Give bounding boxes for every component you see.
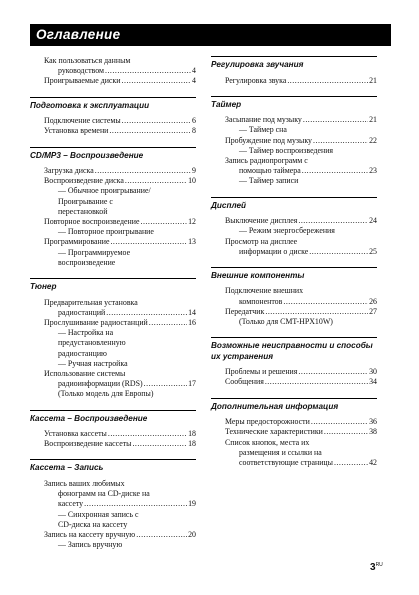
toc-entry-text: Выключение дисплея <box>225 216 298 226</box>
toc-leader-dots <box>149 318 187 328</box>
toc-subentry: — Таймер записи <box>239 176 299 186</box>
toc-page-ref: 8 <box>192 126 196 136</box>
toc-leader-dots <box>125 176 187 186</box>
toc-title: Оглавление <box>30 24 391 46</box>
toc-section-heading: Регулировка звучания <box>211 56 377 76</box>
toc-entry-line <box>225 297 377 307</box>
toc-leader-dots <box>140 217 187 227</box>
toc-subentry: — Повторное проигрывание <box>58 227 154 237</box>
toc-leader-dots <box>324 427 368 437</box>
toc-page-ref: 12 <box>188 217 196 227</box>
toc-section-heading: Возможные неисправности и способы их устранения <box>211 337 377 367</box>
toc-entry[interactable] <box>211 156 377 187</box>
toc-entry-text: руководством <box>58 66 104 76</box>
toc-entry[interactable] <box>30 76 196 86</box>
toc-entry[interactable] <box>30 429 196 439</box>
toc-leader-dots <box>313 136 368 146</box>
toc-entry[interactable] <box>30 369 196 400</box>
toc-leader-dots <box>136 530 187 540</box>
toc-section <box>30 97 196 137</box>
toc-leader-dots <box>334 458 368 468</box>
toc-entry-text: Прослушивание радиостанций <box>44 317 148 327</box>
toc-subentry: радиостанцию <box>58 348 107 358</box>
toc-entry-line <box>225 448 377 458</box>
toc-entry[interactable] <box>211 237 377 257</box>
toc-subentry: — Запись вручную <box>58 540 123 550</box>
toc-subentry: предустановленную <box>58 338 126 348</box>
toc-entry[interactable] <box>211 438 377 469</box>
toc-entry[interactable] <box>211 136 377 156</box>
toc-entry[interactable] <box>30 166 196 176</box>
toc-entry[interactable] <box>211 216 377 236</box>
toc-page-ref: 10 <box>188 176 196 186</box>
toc-entry-text: Предварительная установка <box>44 297 138 307</box>
toc-entry[interactable] <box>30 126 196 136</box>
toc-page-ref: 38 <box>369 427 377 437</box>
toc-section-heading: Дополнительная информация <box>211 398 377 418</box>
toc-leader-dots <box>95 166 191 176</box>
toc-entry-text: размещения и ссылки на <box>239 447 322 457</box>
toc-subentry: Проигрывание с <box>58 196 113 206</box>
toc-entry-text: радиоинформации (RDS) <box>58 379 143 389</box>
toc-entry-text: Засыпание под музыку <box>225 115 302 125</box>
toc-subentry: CD-диска на кассету <box>58 519 128 529</box>
toc-subentry: — Режим энергосбережения <box>239 226 335 236</box>
toc-subentry: — Синхронная запись с <box>58 509 139 519</box>
toc-entry[interactable] <box>211 115 377 135</box>
toc-entry-text: фонограмм на CD-диске на <box>58 489 150 499</box>
toc-entry-text: соответствующие страницы <box>239 457 333 467</box>
toc-leader-dots <box>298 367 368 377</box>
toc-page-ref: 26 <box>369 296 377 306</box>
toc-entry-text: Воспроизведение диска <box>44 176 124 186</box>
toc-leader-dots <box>309 247 368 257</box>
toc-page-ref: 21 <box>369 115 377 125</box>
toc-entry-line <box>44 530 196 540</box>
toc-entry-line <box>225 377 377 387</box>
toc-section <box>211 96 377 187</box>
toc-page-ref: 23 <box>369 166 377 176</box>
toc-entry-text: Повторное воспроизведение <box>44 217 140 227</box>
toc-page-ref: 24 <box>369 216 377 226</box>
toc-entry-line <box>44 489 196 499</box>
toc-subentry: — Обычное проигрывание/ <box>58 186 151 196</box>
toc-entry-text: Запись радиопрограмм с <box>225 156 308 166</box>
toc-page-ref: 22 <box>369 135 377 145</box>
toc-entry-text: Запись на кассету вручную <box>44 530 136 539</box>
toc-entry-text: Сообщения <box>225 377 264 387</box>
toc-entry[interactable] <box>30 56 196 76</box>
toc-subentry: — Настройка на <box>58 328 114 338</box>
toc-leader-dots <box>287 76 368 86</box>
toc-page-ref: 21 <box>369 75 377 85</box>
toc-page-ref: 13 <box>188 237 196 247</box>
toc-section <box>211 337 377 387</box>
page-number-value: 3 <box>370 562 376 573</box>
toc-page-ref: 36 <box>369 417 377 427</box>
toc-entry[interactable] <box>30 298 196 318</box>
toc-leader-dots <box>106 308 187 318</box>
toc-entry[interactable] <box>30 530 196 550</box>
toc-leader-dots <box>303 115 368 125</box>
toc-subentry: воспроизведение <box>58 257 116 267</box>
toc-entry-text: радиостанций <box>58 307 106 317</box>
toc-leader-dots <box>108 429 187 439</box>
toc-page-ref: 18 <box>188 429 196 439</box>
toc-entry-line <box>44 439 196 449</box>
toc-right-column <box>211 56 377 478</box>
toc-page-ref: 14 <box>188 307 196 317</box>
toc-section <box>30 459 196 550</box>
toc-entry-text: Регулировка звука <box>225 75 287 85</box>
toc-page-ref: 42 <box>369 457 377 467</box>
toc-page-ref: 6 <box>192 116 196 126</box>
toc-note: (Только для CMT-HPX10W) <box>239 317 333 327</box>
toc-leader-dots <box>311 417 368 427</box>
toc-section-heading: Таймер <box>211 96 377 116</box>
toc-section <box>30 410 196 450</box>
toc-entry-line <box>44 76 196 86</box>
toc-entry-line <box>44 66 196 76</box>
page-number <box>370 562 383 573</box>
toc-section-heading: Кассета – Запись <box>30 459 196 479</box>
toc-entry-text: Подключение внешних <box>225 286 304 296</box>
toc-entry-text: Программирование <box>44 237 110 247</box>
toc-entry-text: Список кнопок, места их <box>225 437 310 447</box>
toc-subentry: перестановкой <box>58 206 108 216</box>
toc-subentry: — Ручная настройка <box>58 358 128 368</box>
toc-entry-text: Проигрываемые диски <box>44 76 121 86</box>
toc-leader-dots <box>84 499 187 509</box>
toc-entry-text: Загрузка диска <box>44 166 94 176</box>
toc-entry-line <box>225 156 377 166</box>
toc-page-ref: 20 <box>188 530 196 539</box>
toc-entry[interactable] <box>30 176 196 217</box>
toc-entry[interactable] <box>211 76 377 86</box>
toc-entry[interactable] <box>30 479 196 530</box>
toc-leader-dots <box>132 439 187 449</box>
toc-entry-text: информации о диске <box>239 246 309 256</box>
toc-entry[interactable] <box>211 307 377 327</box>
toc-leader-dots <box>122 76 192 86</box>
toc-section-heading: Кассета – Воспроизведение <box>30 410 196 430</box>
toc-entry-line <box>225 427 377 437</box>
toc-section <box>30 147 196 269</box>
toc-entry-text: Как пользоваться данным <box>44 56 131 65</box>
toc-entry-line <box>225 166 377 176</box>
toc-section-heading: CD/MP3 – Воспроизведение <box>30 147 196 167</box>
toc-leader-dots <box>302 166 368 176</box>
toc-leader-dots <box>298 216 368 226</box>
toc-entry-line <box>225 458 377 468</box>
toc-entry-line <box>44 217 196 227</box>
toc-entry-text: Использование системы <box>44 368 126 378</box>
toc-entry-line <box>225 115 377 125</box>
toc-entry-line <box>225 367 377 377</box>
toc-leader-dots <box>122 116 191 126</box>
toc-page-ref: 16 <box>188 317 196 327</box>
toc-entry-text: Подключение системы <box>44 116 121 126</box>
toc-intro-section <box>30 56 196 87</box>
toc-section <box>211 398 377 469</box>
toc-entry-text: Технические характеристики <box>225 427 323 437</box>
toc-entry-text: Просмотр на дисплее <box>225 236 298 246</box>
toc-page-ref: 4 <box>192 76 196 86</box>
toc-leader-dots <box>265 377 368 387</box>
toc-entry-line <box>44 166 196 176</box>
toc-entry-text: Воспроизведение кассеты <box>44 439 132 449</box>
toc-entry[interactable] <box>211 377 377 387</box>
toc-entry-line <box>44 126 196 136</box>
toc-entry-line <box>44 479 196 489</box>
toc-entry-line <box>44 116 196 126</box>
toc-leader-dots <box>283 297 368 307</box>
toc-entry[interactable] <box>30 318 196 369</box>
toc-leader-dots <box>109 126 191 136</box>
toc-page-ref: 19 <box>188 499 196 509</box>
toc-section-heading: Внешние компоненты <box>211 267 377 287</box>
toc-entry-line <box>44 499 196 509</box>
toc-subentry: — Таймер сна <box>239 125 287 135</box>
toc-entry-line <box>225 237 377 247</box>
toc-section-heading: Дисплей <box>211 197 377 217</box>
toc-entry-text: Запись ваших любимых <box>44 478 125 488</box>
toc-entry[interactable] <box>30 237 196 268</box>
toc-section <box>211 267 377 327</box>
toc-entry-text: кассету <box>58 499 84 509</box>
toc-page-ref: 17 <box>188 379 196 389</box>
toc-entry-line <box>225 286 377 296</box>
toc-entry-text: Проблемы и решения <box>225 367 298 377</box>
toc-left-column <box>30 56 196 560</box>
toc-entry-line <box>44 237 196 247</box>
toc-section <box>211 197 377 257</box>
toc-entry-line <box>225 438 377 448</box>
toc-entry-line <box>44 369 196 379</box>
toc-entry-line <box>44 176 196 186</box>
toc-leader-dots <box>144 379 187 389</box>
toc-leader-dots <box>105 66 191 76</box>
toc-entry-line <box>225 307 377 317</box>
toc-entry[interactable] <box>211 427 377 437</box>
toc-entry[interactable] <box>30 217 196 237</box>
toc-note: (Только модель для Европы) <box>58 389 154 399</box>
toc-entry-line <box>44 379 196 389</box>
toc-entry[interactable] <box>30 439 196 449</box>
toc-section <box>211 56 377 86</box>
toc-entry-text: компонентов <box>239 296 283 306</box>
toc-entry-line <box>44 298 196 308</box>
toc-entry[interactable] <box>30 116 196 126</box>
toc-section-heading: Тюнер <box>30 278 196 298</box>
toc-entry-line <box>44 56 196 66</box>
toc-entry-line <box>44 308 196 318</box>
toc-page-ref: 4 <box>192 66 196 76</box>
toc-entry-line <box>225 136 377 146</box>
toc-section-heading: Подготовка к эксплуатации <box>30 97 196 117</box>
toc-entry-line <box>225 417 377 427</box>
toc-entry-text: Меры предосторожности <box>225 417 310 427</box>
toc-page-ref: 18 <box>188 439 196 449</box>
toc-page-ref: 30 <box>369 367 377 377</box>
toc-entry-text: Пробуждение под музыку <box>225 135 312 145</box>
toc-entry-text: Передатчик <box>225 306 265 316</box>
toc-entry-line <box>225 76 377 86</box>
toc-entry-line <box>225 216 377 226</box>
toc-section <box>30 278 196 400</box>
toc-entry-text: Установка кассеты <box>44 429 107 439</box>
page-locale: RU <box>375 562 383 568</box>
toc-entry-text: Установка времени <box>44 126 109 136</box>
toc-leader-dots <box>110 237 187 247</box>
toc-subentry: — Программируемое <box>58 247 131 257</box>
toc-entry-line <box>44 318 196 328</box>
toc-page-ref: 25 <box>369 246 377 256</box>
toc-entry[interactable] <box>211 367 377 377</box>
toc-page-ref: 9 <box>192 166 196 176</box>
toc-entry[interactable] <box>211 286 377 306</box>
toc-subentry: — Таймер воспроизведения <box>239 145 334 155</box>
toc-leader-dots <box>265 307 368 317</box>
toc-entry-line <box>44 429 196 439</box>
toc-entry-text: помощью таймера <box>239 166 301 176</box>
toc-entry-line <box>225 247 377 257</box>
toc-entry[interactable] <box>211 417 377 427</box>
toc-page-ref: 27 <box>369 306 377 316</box>
toc-page-ref: 34 <box>369 377 377 387</box>
